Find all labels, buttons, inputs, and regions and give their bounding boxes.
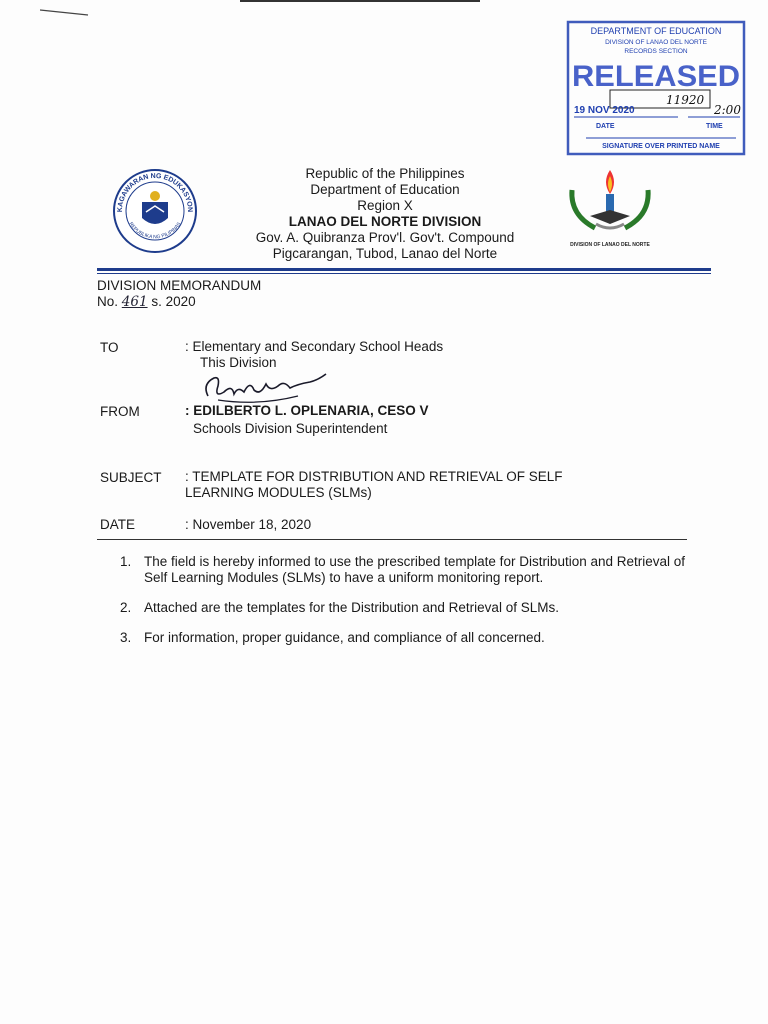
stamp-line2: DIVISION OF LANAO DEL NORTE [605,39,707,46]
memo-number [97,294,196,310]
stamp-ctrl-no: 11920 [666,93,705,107]
memo-body [120,554,690,660]
from-value: : EDILBERTO L. OPLENARIA, CESO V [185,403,429,418]
item-text: The field is hereby informed to use the prescribed template for Distribution and Retrieval of Self Learning Modules (SLMs) to have a uniform monitoring report. [144,554,686,585]
stamp-line1: DEPARTMENT OF EDUCATION [590,26,722,36]
stamp-released: RELEASED [572,60,740,93]
header-republic: Republic of the Philippines [305,166,465,181]
header-address1: Gov. A. Quibranza Prov'l. Gov't. Compound [255,230,515,245]
stamp-time-label: TIME [706,123,723,130]
item-text: For information, proper guidance, and compliance of all concerned. [144,630,545,645]
deped-seal-icon [112,168,198,254]
stamp-sig-label: SIGNATURE OVER PRINTED NAME [602,143,720,150]
logo-caption: DIVISION OF LANAO DEL NORTE [570,242,650,248]
to-value: : Elementary and Secondary School Heads [185,339,444,354]
header-rule-thin [97,273,711,274]
released-stamp [566,20,746,156]
item-number: 1. [120,554,132,569]
header-region: Region X [357,198,413,213]
to-sub: This Division [200,355,277,370]
item-text: Attached are the templates for the Distribution and Retrieval of SLMs. [144,600,559,615]
subject-label: SUBJECT [100,470,162,485]
header-rule-thick [97,268,711,271]
item-number: 3. [120,630,132,645]
stamp-date-value: 19 NOV 2020 [574,105,635,116]
date-label: DATE [100,517,136,532]
header-department: Department of Education [310,182,460,197]
list-item [120,630,690,646]
memo-no-prefix: No. [97,294,119,309]
pen-mark [40,8,90,16]
from-sub: Schools Division Superintendent [193,421,388,436]
from-label: FROM [100,404,140,419]
header-address2: Pigcarangan, Tubod, Lanao del Norte [272,246,498,261]
date-value: : November 18, 2020 [185,517,312,532]
memo-no-suffix: s. 2020 [151,294,196,309]
header-division: LANAO DEL NORTE DIVISION [288,214,482,229]
seal-outer-text: KAGAWARAN NG EDUKASYON [116,172,194,213]
stamp-line3: RECORDS SECTION [624,48,688,55]
list-item [120,600,690,616]
stamp-date-label: DATE [596,123,615,130]
subject-value: : TEMPLATE FOR DISTRIBUTION AND RETRIEVAL OF SELF LEARNING MODULES (SLMs) [185,469,563,500]
body-rule [97,539,687,540]
memo-no-value: 461 [121,294,148,310]
stamp-time-value: 2:00 [714,103,741,117]
to-label: TO [100,340,119,355]
item-number: 2. [120,600,132,615]
division-logo-icon [560,160,660,250]
seal-inner-text: REPUBLIKA NG PILIPINAS [127,221,183,241]
letterhead [230,166,540,262]
memo-title: DIVISION MEMORANDUM [97,278,262,293]
top-edge-line [240,0,480,2]
list-item [120,554,690,586]
